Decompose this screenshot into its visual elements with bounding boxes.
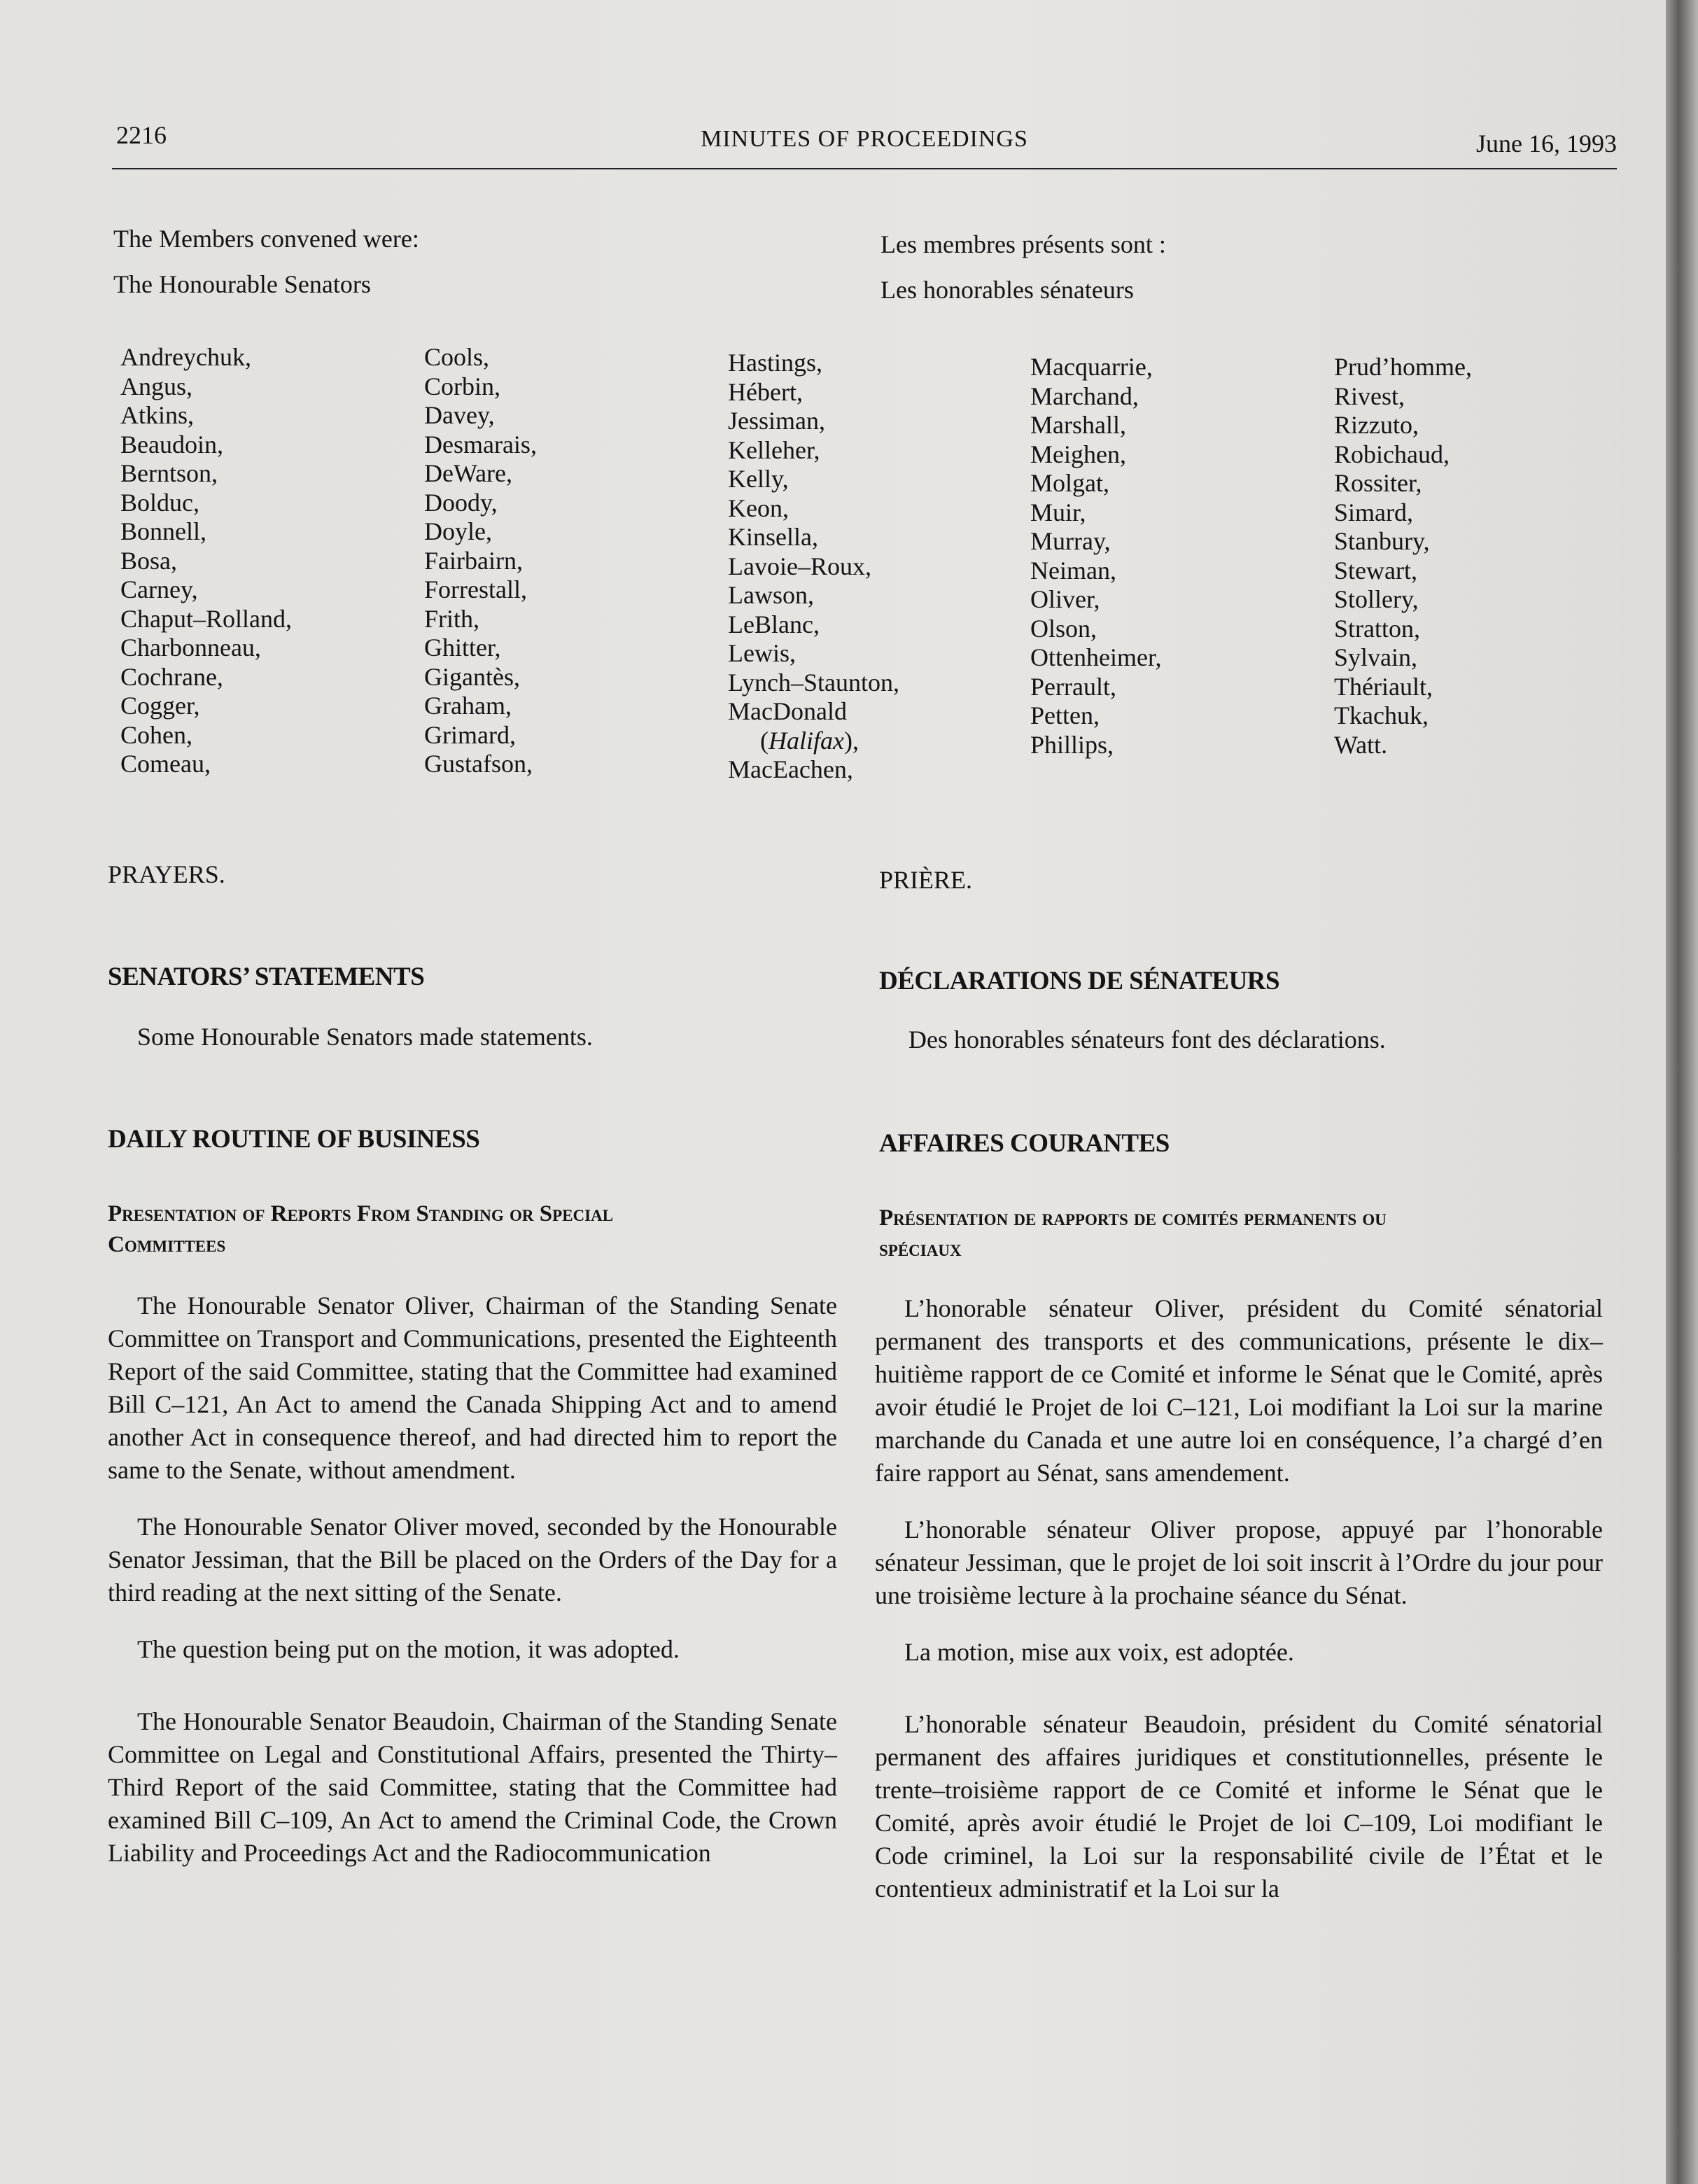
senator-name: Meighen, [1030,440,1126,468]
senator-name: Lewis, [728,639,796,667]
senator-name: Murray, [1030,527,1111,555]
prayers-en: PRAYERS. [108,860,225,888]
routine-heading-en: DAILY ROUTINE OF BUSINESS [108,1125,480,1154]
para-oliver-report-fr: L’honorable sénateur Oliver, président du Comité sénatorial permanent des transports et des communications, présente le dix–huitième rapport de ce Comité et informe le Sénat que le Comité, après avoir étudié le Projet de loi C–121, Loi modifiant la Loi sur la marine marchande du Canada et une autre loi en conséquence, l’a chargé d’en faire rapport au Sénat, sans amendement. [875,1294,1603,1487]
statements-text-en: Some Honourable Senators made statements. [137,1023,593,1051]
senator-name: Oliver, [1030,585,1100,613]
senator-name: Stollery, [1334,585,1419,613]
presentation-heading-fr-line2: spéciaux [879,1236,962,1261]
senator-name: Andreychuk, [120,343,251,371]
senator-name: Stanbury, [1334,527,1430,555]
senator-name: Doyle, [424,517,492,545]
page-number: 2216 [116,121,167,149]
senators-label-en: The Honourable Senators [113,270,371,298]
senator-name: MacEachen, [728,755,853,783]
convened-en [108,223,836,301]
senator-name: Davey, [424,401,495,429]
senator-name: Ottenheimer, [1030,643,1162,671]
senator-name: Tkachuk, [1334,701,1429,729]
senators-column-3 [728,349,899,785]
senator-name: Rizzuto, [1334,411,1419,439]
convened-text-en: The Members convened were: [113,225,419,253]
senator-name: Corbin, [424,372,501,400]
senator-name: Chaput–Rolland, [120,604,292,633]
senators-label-fr: Les honorables sénateurs [880,276,1134,304]
presentation-heading-en [108,1198,836,1260]
senator-name: Grimard, [424,720,516,749]
senator-name: Olson, [1030,614,1097,643]
senator-name: Lynch–Staunton, [728,668,899,696]
senator-name: Cohen, [120,720,192,749]
senator-name: Marshall, [1030,411,1126,439]
statements-text-fr: Des honorables sénateurs font des déclarations. [908,1026,1386,1054]
para-adopted-fr: La motion, mise aux voix, est adoptée. [904,1638,1294,1666]
senator-name: DeWare, [424,459,513,487]
statements-heading-en: SENATORS’ STATEMENTS [108,962,425,991]
paragraphs-fr [875,1292,1603,1905]
prayers-fr: PRIÈRE. [879,866,973,894]
senator-name: Phillips, [1030,730,1114,759]
header-rule [112,168,1617,169]
senator-name: Doody, [424,488,498,517]
senator-name: Atkins, [120,401,195,429]
senator-name: Bonnell, [120,517,206,545]
senator-name: Charbonneau, [120,634,261,662]
senator-name: Cogger, [120,692,200,720]
senator-name: Perrault, [1030,672,1116,701]
senator-name: Stewart, [1334,556,1417,584]
senator-name: Lawson, [728,581,814,609]
senator-name: Marchand, [1030,382,1139,410]
senator-name: Cools, [424,343,490,371]
presentation-heading-en-line2: Committees [108,1232,226,1257]
senator-name: Jessiman, [728,407,825,435]
senator-name: Petten, [1030,701,1100,729]
senator-name: Gigantès, [424,662,520,691]
senator-name: Cochrane, [120,662,223,691]
paragraphs-en [108,1289,837,1870]
para-beaudoin-report-fr: L’honorable sénateur Beaudoin, président du Comité sénatorial permanent des affaires juridiques et constitutionnelles, présente le trente–troisième rapport de ce Comité et informe le Sénat que le Comité, après avoir étudié le Projet de loi C–109, Loi modifiant le Code criminel, la Loi sur la responsabilité civile de l’État et le contentieux administratif et la Loi sur la [875,1710,1603,1903]
presentation-heading-en-line1: Presentation of Reports From Standing or Special [108,1201,614,1226]
senator-name: Berntson, [120,459,218,487]
senator-name: Lavoie–Roux, [728,552,871,580]
senator-name: Sylvain, [1334,643,1418,671]
presentation-heading-fr-line1: Présentation de rapports de comités permanents ou [879,1205,1387,1231]
senator-name: Macquarrie, [1030,353,1153,381]
senator-name: Kelleher, [728,435,820,464]
senator-name: Graham, [424,692,512,720]
senator-name: Angus, [120,372,193,400]
para-adopted-en: The question being put on the motion, it was adopted. [137,1635,680,1663]
senator-name: Gustafson, [424,750,533,778]
senator-name: Kelly, [728,465,789,493]
convened-fr [880,228,1608,307]
senators-column-4 [1030,353,1162,760]
senator-name: Hébert, [728,377,803,406]
senator-name: Comeau, [120,750,211,778]
para-oliver-motion-en: The Honourable Senator Oliver moved, seconded by the Honourable Senator Jessiman, that the Bill be placed on the Orders of the Day for a third reading at the next sitting of the Senate. [108,1513,837,1606]
senator-name: Simard, [1334,498,1413,526]
senator-name: Ghitter, [424,634,501,662]
page-binding-shadow [1666,0,1698,2184]
senator-name: Beaudoin, [120,430,223,458]
para-oliver-motion-fr: L’honorable sénateur Oliver propose, appuyé par l’honorable sénateur Jessiman, que le projet de loi soit inscrit à l’Ordre du jour pour une troisième lecture à la prochaine séance du Sénat. [875,1516,1603,1609]
senator-name: (Halifax), [760,726,859,755]
senator-name: Frith, [424,604,480,633]
senator-name: MacDonald [728,697,847,725]
senator-name: Stratton, [1334,614,1420,643]
senator-name: Kinsella, [728,523,818,551]
para-oliver-report-en: The Honourable Senator Oliver, Chairman of the Standing Senate Committee on Transport and Communications, presented the Eighteenth Report of the said Committee, stating that the Committee had examined Bill C–121, An Act to amend the Canada Shipping Act and to amend another Act in consequence thereof, and had directed him to report the same to the Senate, without amendment. [108,1292,837,1484]
header-date: June 16, 1993 [1476,130,1617,158]
senator-name: Molgat, [1030,469,1109,497]
senator-name: Keon, [728,493,789,522]
senators-column-1 [120,343,292,779]
page-header [112,118,1617,160]
senator-name: Prud’homme, [1334,353,1472,381]
senator-name: Rivest, [1334,382,1405,410]
presentation-heading-fr [879,1203,1607,1264]
convened-text-fr: Les membres présents sont : [880,230,1166,258]
running-title: MINUTES OF PROCEEDINGS [701,126,1028,152]
senator-name: Carney, [120,575,198,603]
senator-name: Fairbairn, [424,546,523,575]
para-beaudoin-report-en: The Honourable Senator Beaudoin, Chairman of the Standing Senate Committee on Legal and Constitutional Affairs, presented the Thirty–Third Report of the said Committee, stating that the Committee had examined Bill C–109, An Act to amend the Criminal Code, the Crown Liability and Proceedings Act and the Radiocommunication [108,1707,837,1867]
senator-name: Desmarais, [424,430,537,458]
senator-name: LeBlanc, [728,610,820,638]
senator-name: Hastings, [728,349,822,377]
senator-name: Bolduc, [120,488,199,517]
senators-column-2 [424,343,537,779]
senator-name: Muir, [1030,498,1086,526]
senators-column-5 [1334,353,1472,760]
senator-name: Forrestall, [424,575,527,603]
senator-name: Bosa, [120,546,177,575]
senator-name: Rossiter, [1334,469,1422,497]
senator-name: Robichaud, [1334,440,1450,468]
senator-name: Thériault, [1334,672,1433,701]
statements-heading-fr: DÉCLARATIONS DE SÉNATEURS [879,967,1280,995]
routine-heading-fr: AFFAIRES COURANTES [879,1129,1170,1158]
senator-name: Watt. [1334,730,1388,759]
senator-name: Neiman, [1030,556,1116,584]
